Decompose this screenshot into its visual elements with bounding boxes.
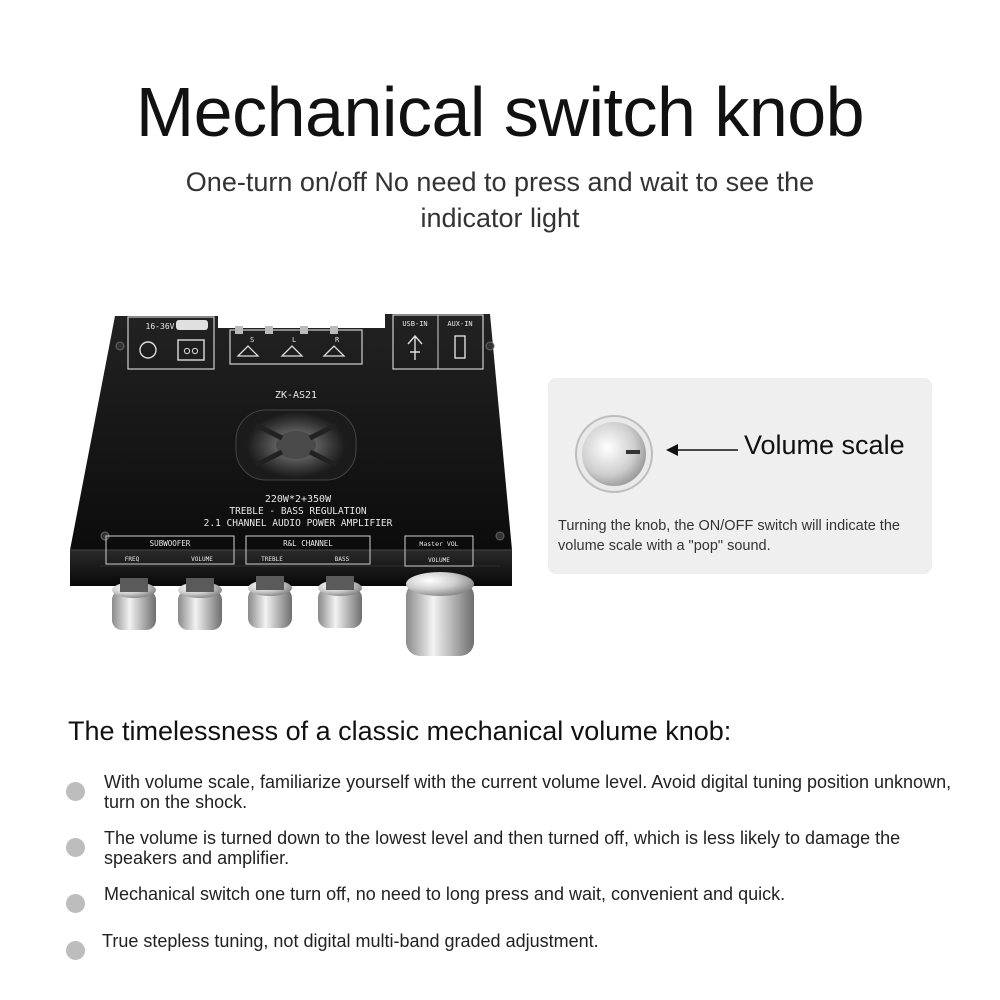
speaker-r-label: R	[335, 336, 340, 344]
bullet-dot-icon	[66, 941, 85, 960]
aux-in-label: AUX-IN	[447, 320, 473, 328]
section-heading: The timelessness of a classic mechanical volume knob:	[68, 716, 732, 746]
arrow-left-icon	[666, 442, 738, 458]
page-subtitle: One-turn on/off No need to press and wait to see the indicator light	[185, 167, 815, 233]
bass-knob[interactable]	[318, 576, 362, 628]
amplifier-image	[60, 300, 530, 680]
knob-closeup-icon	[574, 414, 654, 494]
list-item	[66, 931, 976, 951]
list-item	[66, 828, 976, 868]
rl-channel-label: R&L CHANNEL	[283, 539, 333, 548]
speaker-l-label: L	[292, 336, 297, 344]
usb-in-label: USB-IN	[402, 320, 428, 328]
power-spec: 220W*2+350W	[264, 494, 332, 505]
regulation-spec: TREBLE - BASS REGULATION	[229, 506, 367, 517]
callout-description: Turning the knob, the ON/OFF switch will indicate the volume scale with a "pop" sound.	[558, 518, 900, 554]
bullet-dot-icon	[66, 782, 85, 801]
bass-label: BASS	[334, 556, 350, 563]
treble-knob[interactable]	[248, 576, 292, 628]
list-item	[66, 772, 976, 812]
model-label: ZK-AS21	[274, 390, 318, 401]
page-title: Mechanical switch knob	[135, 73, 865, 151]
speaker-s-label: S	[250, 336, 255, 344]
list-item-text: True stepless tuning, not digital multi-band graded adjustment.	[102, 931, 599, 951]
list-item-text: The volume is turned down to the lowest level and then turned off, which is less likely to damage the speakers and amplifier.	[104, 828, 901, 868]
list-item	[66, 884, 976, 904]
master-vol-label: Master VOL	[419, 540, 459, 548]
list-item-text: With volume scale, familiarize yourself with the current volume level. Avoid digital tuning position unknown, turn on the shock.	[104, 772, 952, 812]
master-volume-knob[interactable]	[406, 572, 474, 656]
bullet-dot-icon	[66, 894, 85, 913]
sub-volume-label: VOLUME	[191, 556, 213, 563]
bullet-dot-icon	[66, 838, 85, 857]
volume-scale-label: Volume scale	[744, 430, 905, 460]
feature-list	[66, 772, 976, 951]
freq-label: FREQ	[124, 556, 140, 563]
freq-knob[interactable]	[112, 578, 156, 630]
subwoofer-label: SUBWOOFER	[149, 539, 191, 548]
channel-spec: 2.1 CHANNEL AUDIO POWER AMPLIFIER	[203, 518, 393, 529]
list-item-text: Mechanical switch one turn off, no need to long press and wait, convenient and quick.	[104, 884, 786, 904]
treble-label: TREBLE	[261, 556, 283, 563]
voltage-label: 16-36V	[145, 322, 175, 331]
master-volume-label: VOLUME	[428, 557, 450, 564]
volume-scale-callout	[548, 378, 932, 574]
sub-volume-knob[interactable]	[178, 578, 222, 630]
